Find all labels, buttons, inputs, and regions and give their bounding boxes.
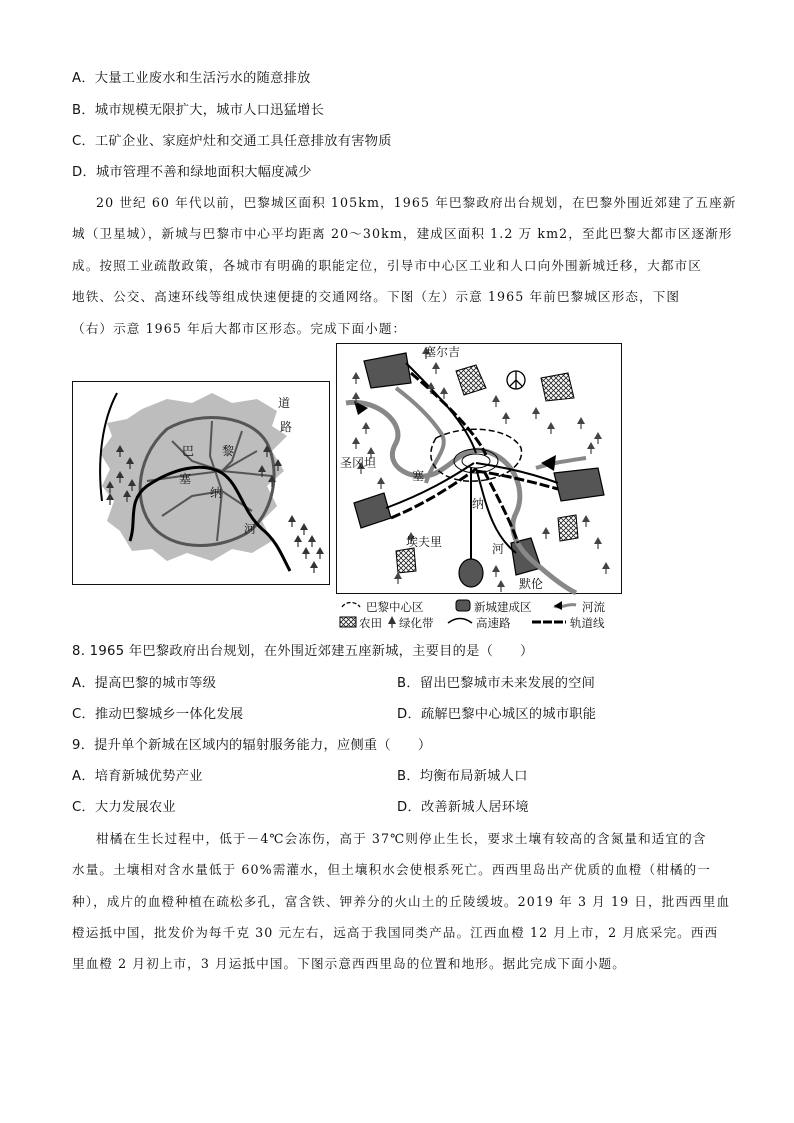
passage-line: 柑橘在生长过程中，低于－4℃会冻伤，高于 37℃则停止生长，要求土壤有较高的含氮量和适宜的含 xyxy=(96,831,707,846)
q9-option-b: B．均衡布局新城人口 xyxy=(397,769,528,784)
label-road-1: 道 xyxy=(278,396,291,410)
q9-option-d: D．改善新城人居环境 xyxy=(397,800,529,815)
q8-option-c: C．推动巴黎城乡一体化发展 xyxy=(72,707,244,722)
label-na: 纳 xyxy=(472,497,485,511)
q9-option-a: A．培育新城优势产业 xyxy=(72,769,203,784)
passage-line: 里血橙 2 月初上市，3 月运抵中国。下图示意西西里岛的位置和地形。据此完成下面小题。 xyxy=(72,956,626,971)
label-saierji: 塞尔吉 xyxy=(424,345,461,359)
passage-line: 地铁、公交、高速环线等组成快速便捷的交通网络。下图（左）示意 1965 年前巴黎城区形态，下图 xyxy=(72,289,681,304)
label-ba: 巴 xyxy=(182,444,195,458)
passage-line: 水量。土壤相对含水量低于 60%需灌水，但土壤积水会使根系死亡。西西里岛出产优质的血橙（柑橘的一 xyxy=(72,862,711,877)
legend-greenbelt: 绿化带 xyxy=(399,616,434,630)
passage-line: 城（卫星城），新城与巴黎市中心平均距离 20～30km，建成区面积 1.2 万 km2，至此巴黎大都市区逐渐形 xyxy=(72,226,733,241)
q8-option-b: B．留出巴黎城市未来发展的空间 xyxy=(397,676,596,691)
label-aifuli: 埃夫里 xyxy=(406,535,443,549)
label-sai: 塞 xyxy=(179,472,192,486)
passage-line: 20 世纪 60 年代以前，巴黎城区面积 105km，1965 年巴黎政府出台规划，在巴黎外围近郊建了五座新 xyxy=(96,195,737,210)
label-road-2: 路 xyxy=(280,420,293,434)
legend-highway: 高速路 xyxy=(476,616,511,630)
q8-option-a: A．提高巴黎的城市等级 xyxy=(72,676,217,691)
label-molun: 默伦 xyxy=(519,577,544,591)
q8-option-d: D．疏解巴黎中心城区的城市职能 xyxy=(397,707,597,722)
map-legend xyxy=(336,597,626,631)
prev-option-b: B．城市规模无限扩大，城市人口迅猛增长 xyxy=(72,103,325,118)
label-sai: 塞 xyxy=(412,469,425,483)
label-na: 纳 xyxy=(210,486,223,500)
label-he: 河 xyxy=(492,542,505,556)
legend-new-town: 新城建成区 xyxy=(474,600,532,614)
right-map-paris-after-1965 xyxy=(336,343,622,595)
prev-option-d: D．城市管理不善和绿地面积大幅度减少 xyxy=(72,165,312,180)
passage-line: 种），成片的血橙种植在疏松多孔，富含铁、钾养分的火山土的丘陵缓坡。2019 年 3 月 19 日，批西西里血 xyxy=(72,894,731,909)
passage-line: 橙运抵中国，批发价为每千克 30 元左右，远高于我国同类产品。江西血橙 12 月上市，2 月底采完。西西 xyxy=(72,925,719,940)
legend-rail: 轨道线 xyxy=(570,616,605,630)
label-li: 黎 xyxy=(222,444,235,458)
legend-central-area: 巴黎中心区 xyxy=(366,600,424,614)
label-he: 河 xyxy=(244,522,257,536)
prev-option-c: C．工矿企业、家庭炉灶和交通工具任意排放有害物质 xyxy=(72,134,392,149)
left-map-paris-before-1965 xyxy=(72,381,330,585)
passage-line: 成。按照工业疏散政策，各城市有明确的职能定位，引导市中心区工业和人口向外围新城迁移，大都市区 xyxy=(72,258,702,273)
prev-option-a: A．大量工业废水和生活污水的随意排放 xyxy=(72,71,311,86)
q9-stem: 9．提升单个新城在区域内的辐射服务能力，应侧重（ ） xyxy=(72,738,432,753)
q9-option-c: C．大力发展农业 xyxy=(72,800,176,815)
label-shengquantan: 圣冈坦 xyxy=(340,456,377,470)
legend-farmland: 农田 xyxy=(359,616,382,630)
legend-river: 河流 xyxy=(582,600,605,614)
passage-line: （右）示意 1965 年后大都市区形态。完成下面小题： xyxy=(72,321,407,336)
q8-stem: 8. 1965 年巴黎政府出台规划，在外围近郊建五座新城，主要目的是（ ） xyxy=(72,644,534,659)
